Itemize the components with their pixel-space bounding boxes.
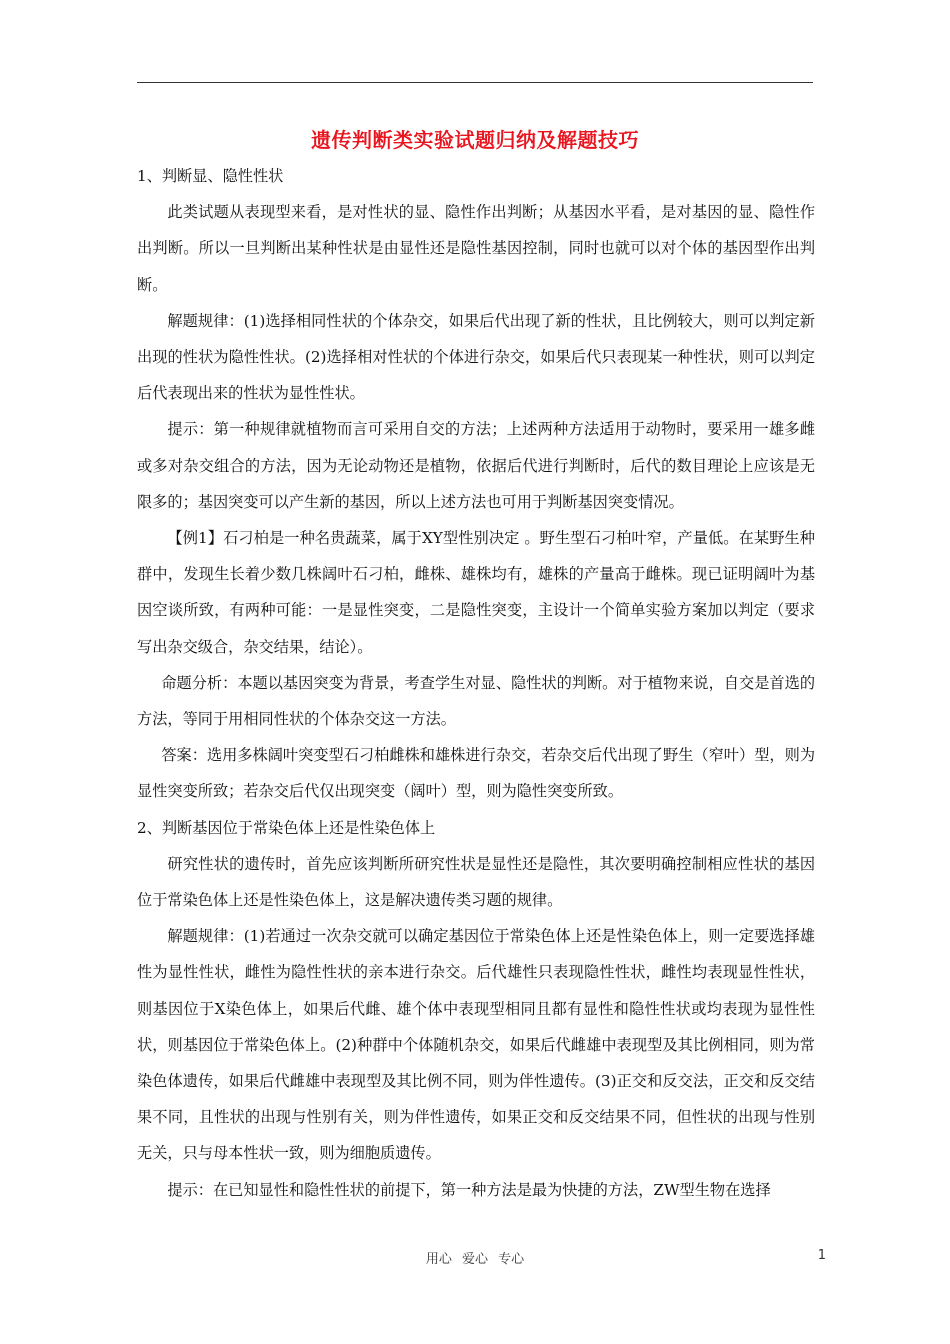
document-title: 遗传判断类实验试题归纳及解题技巧 <box>311 128 639 152</box>
paragraph: 此类试题从表现型来看，是对性状的显、隐性作出判断；从基因水平看，是对基因的显、隐性作出判断。所以一旦判断出某种性状是由显性还是隐性基因控制，同时也就可以对个体的基因型作出判断。 <box>137 203 815 294</box>
paragraph: 提示：第一种规律就植物而言可采用自交的方法；上述两种方法适用于动物时，要采用一雄多雌或多对杂交组合的方法，因为无论动物还是植物，依据后代进行判断时，后代的数目理论上应该是无限多的；基因突变可以产生新的基因，所以上述方法也可用于判断基因突变情况。 <box>137 420 815 511</box>
header-rule <box>137 82 813 83</box>
section-heading-2: 2、判断基因位于常染色体上还是性染色体上 <box>137 818 436 837</box>
paragraph: 解题规律：(1)若通过一次杂交就可以确定基因位于常染色体上还是性染色体上，则一定要选择雄性为显性性状，雌性为隐性性状的亲本进行杂交。后代雄性只表现隐性性状，雌性均表现显性性状，则基因位于X染色体上，如果后代雌、雄个体中表现型相同且都有显性和隐性性状或均表现为显性性状，则基因位于常染色体上。(2)种群中个体随机杂交，如果后代雌雄中表现型及其比例相同，则为常染色体遗传，如果后代雌雄中表现型及其比例不同，则为伴性遗传。(3)正交和反交法，正交和反交结果不同，且性状的出现与性别有关，则为伴性遗传，如果正交和反交结果不同，但性状的出现与性别无关，只与母本性状一致，则为细胞质遗传。 <box>137 927 815 1163</box>
section-heading-1: 1、判断显、隐性性状 <box>137 167 284 185</box>
analysis-paragraph: 命题分析：本题以基因突变为背景，考查学生对显、隐性状的判断。对于植物来说，自交是首选的方法，等同于用相同性状的个体杂交这一方法。 <box>137 673 815 729</box>
example-paragraph: 【例1】石刁柏是一种名贵蔬菜，属于XY型性别决定 。野生型石刁柏叶窄，产量低。在某野生种群中，发现生长着少数几株阔叶石刁柏，雌株、雄株均有，雄株的产量高于雌株。现已证明阔叶为基因空谈所致，有两种可能：一是显性突变，二是隐性突变，主设计一个简单实验方案加以判定（要求写出杂交级合，杂交结果，结论）。 <box>137 529 815 656</box>
page-number: 1 <box>817 1248 826 1263</box>
footer-motto: 用心 爱心 专心 <box>425 1252 525 1267</box>
answer-paragraph: 答案：选用多株阔叶突变型石刁柏雌株和雄株进行杂交，若杂交后代出现了野生（窄叶）型，则为显性突变所致；若杂交后代仅出现突变（阔叶）型，则为隐性突变所致。 <box>137 746 815 801</box>
paragraph: 解题规律：(1)选择相同性状的个体杂交，如果后代出现了新的性状，且比例较大，则可以判定新出现的性状为隐性性状。(2)选择相对性状的个体进行杂交，如果后代只表现某一种性状，则可以判定后代表现出来的性状为显性性状。 <box>137 311 815 403</box>
document-body <box>137 158 815 1208</box>
paragraph: 提示：在已知显性和隐性性状的前提下，第一种方法是最为快捷的方法，ZW型生物在选择 <box>167 1180 771 1199</box>
paragraph: 研究性状的遗传时，首先应该判断所研究性状是显性还是隐性，其次要明确控制相应性状的基因位于常染色体上还是性染色体上，这是解决遗传类习题的规律。 <box>137 854 815 910</box>
